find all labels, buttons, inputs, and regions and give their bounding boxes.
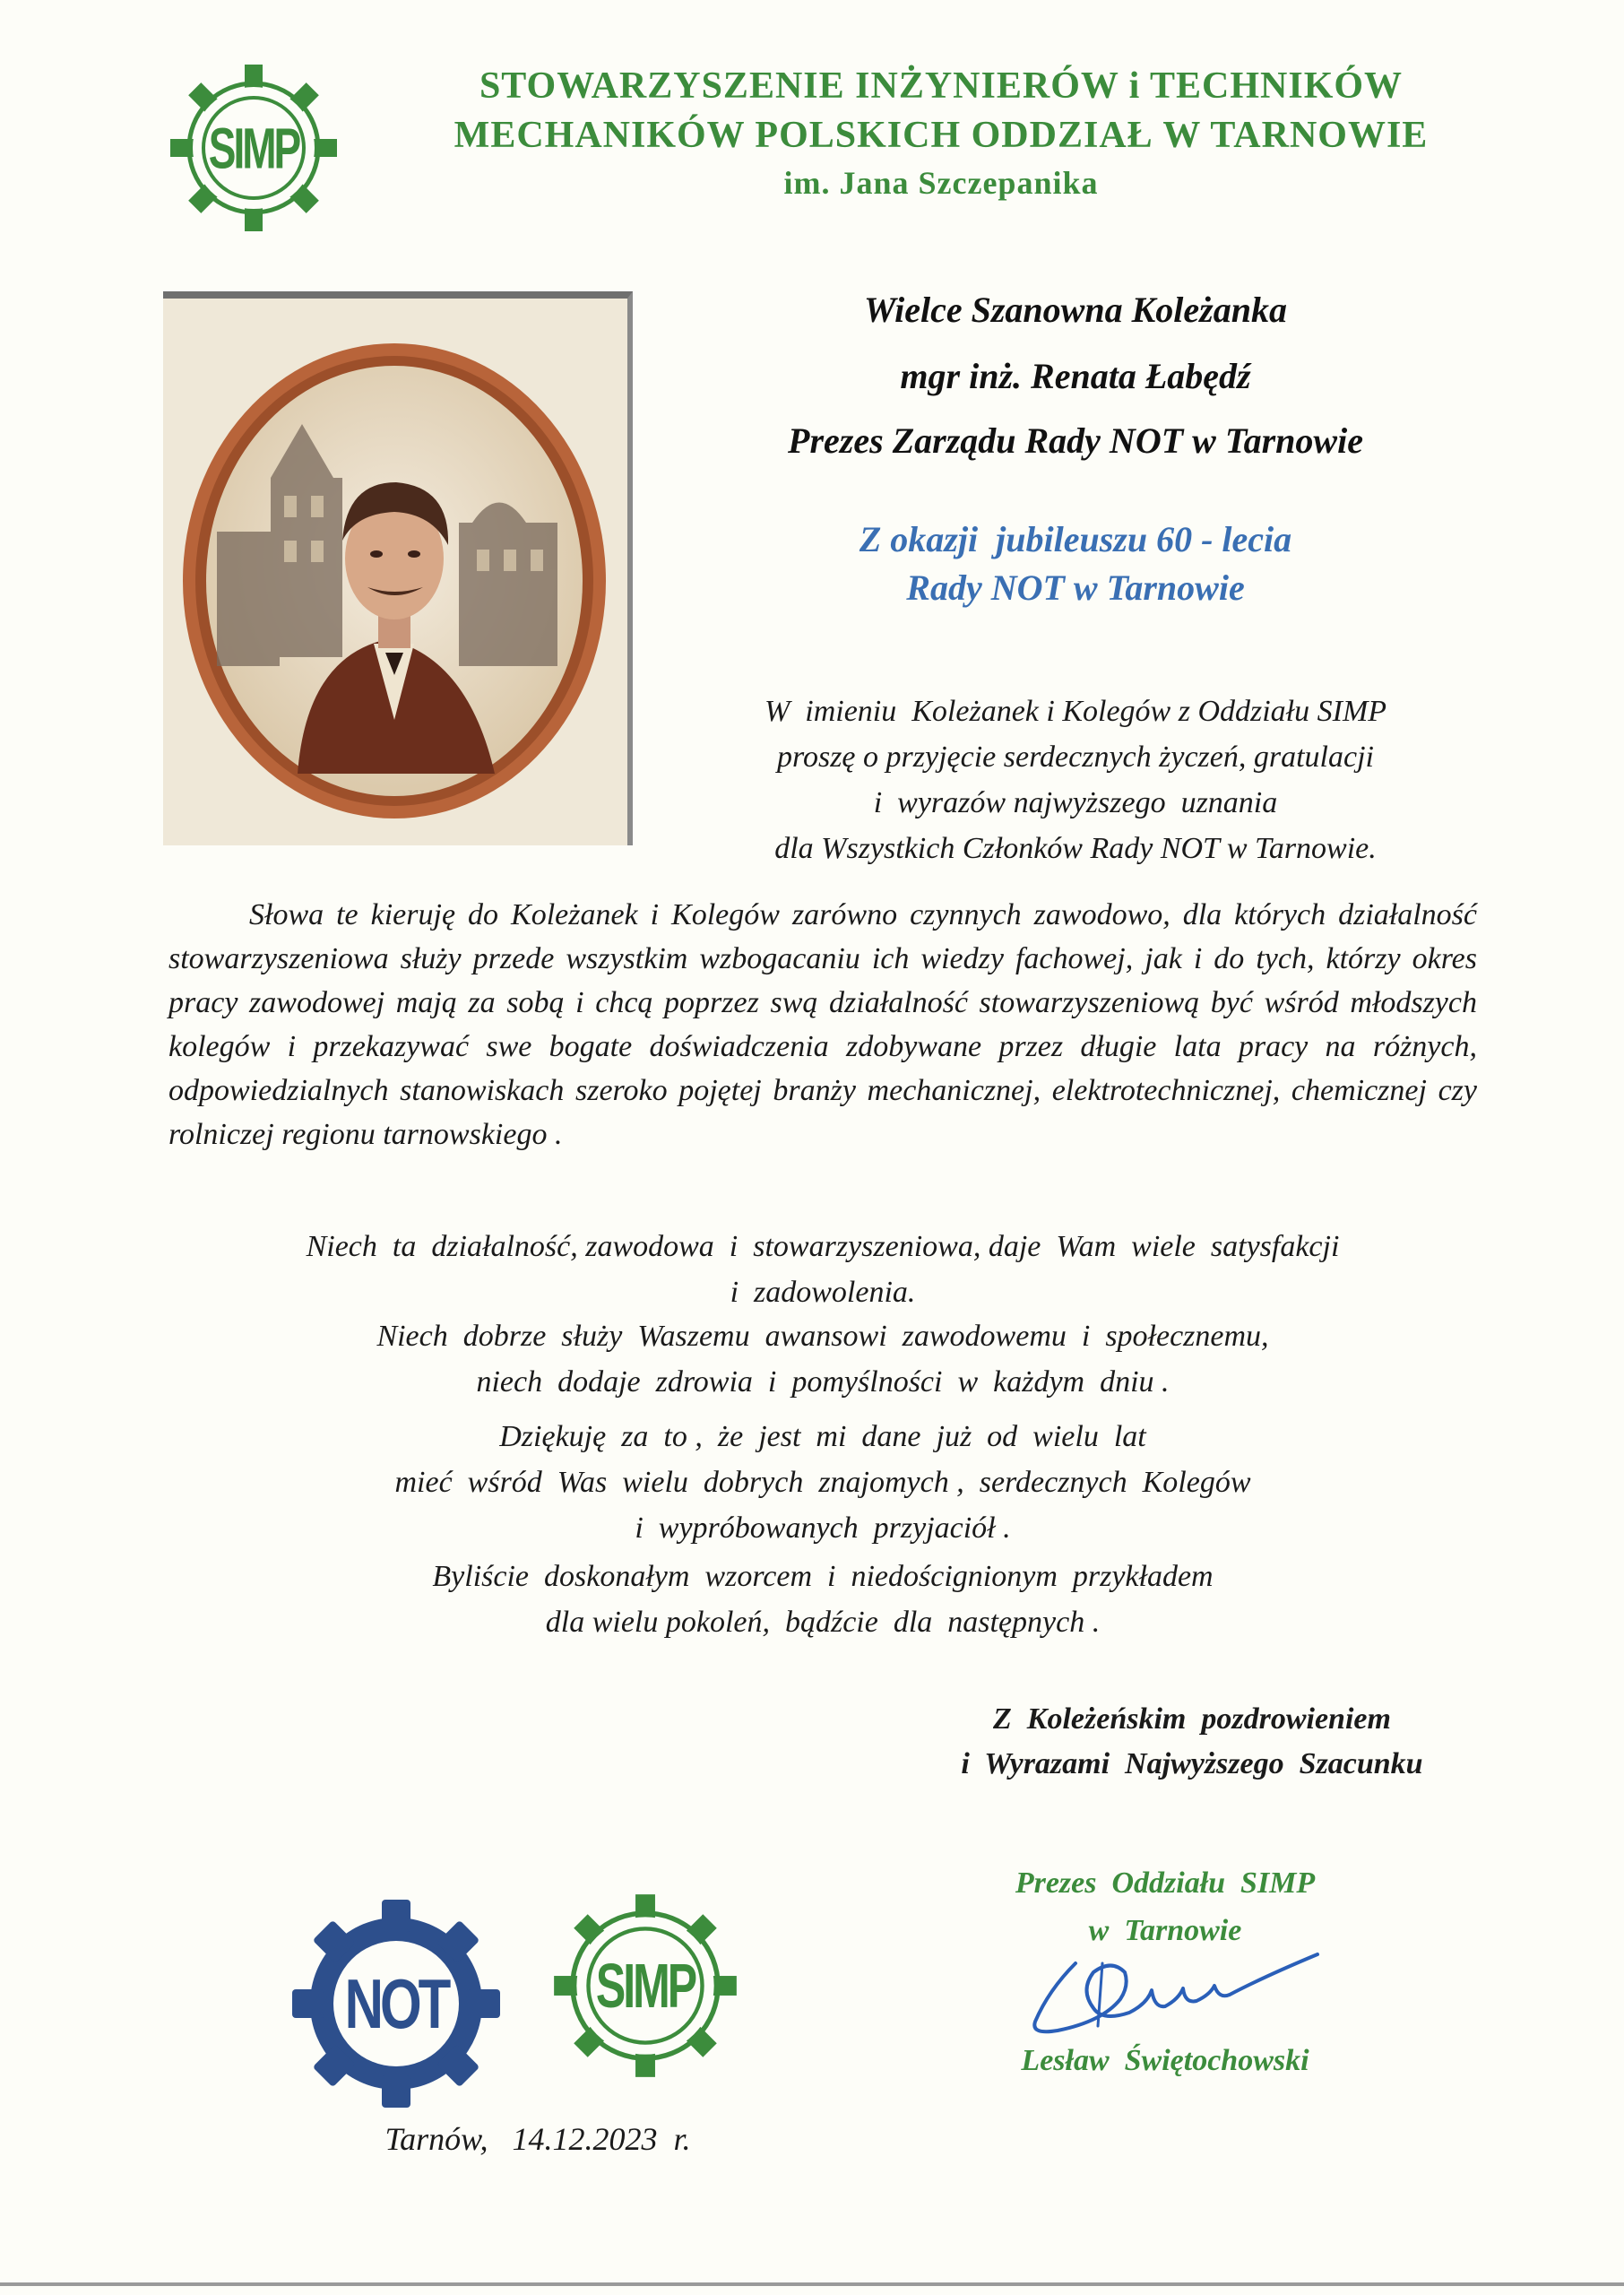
addressee-salutation: Wielce Szanowna Koleżanka <box>864 290 1287 330</box>
portrait-image <box>163 299 627 845</box>
not-logo-text: NOT <box>344 1964 448 2044</box>
wish-line: Niech ta działalność, zawodowa i stowarzyszeniowa, daje Wam wiele satysfakcji <box>306 1230 1340 1263</box>
thanks-line: Dziękuję za to , że jest mi dane już od wielu lat <box>499 1420 1146 1453</box>
closing-line: Z Koleżeńskim pozdrowieniem <box>993 1702 1391 1736</box>
thanks-line: i wypróbowanych przyjaciół . <box>635 1511 1011 1545</box>
intro-paragraph <box>627 688 1524 871</box>
signer-title-2: w Tarnowie <box>1088 1914 1242 1947</box>
main-paragraph: Słowa te kieruję do Koleżanek i Kolegów zarówno czynnych zawodowo, dla których działalność stowarzyszeniowa służy przede wszystkim wzbogacaniu ich wiedzy fachowej, jak i do tych, którzy okres pracy zawodowej mają za sobą i chcą poprzez swą działalność stowarzyszeniową być wśród młodszych kolegów i przekazywać swe bogate doświadczenia zdobywane przez długie lata pracy na różnych, odpowiedzialnych stanowiskach szeroko pojętej branży mechanicznej, elektrotechnicznej, chemicznej czy rolniczej regionu tarnowskiego . <box>168 898 1477 1151</box>
header-org-line1: STOWARZYSZENIE INŻYNIERÓW i TECHNIKÓW <box>479 65 1404 107</box>
wish-line: niech dodaje zdrowia i pomyślności w każdym dniu . <box>476 1365 1170 1399</box>
signature-icon <box>995 1936 1335 2053</box>
signer-title-1: Prezes Oddziału SIMP <box>1015 1866 1316 1900</box>
addressee-position: Prezes Zarządu Rady NOT w Tarnowie <box>788 420 1363 461</box>
page-bottom-edge <box>0 2282 1624 2286</box>
model-paragraph <box>168 1554 1477 1645</box>
thanks-line: mieć wśród Was wielu dobrych znajomych , serdecznych Kolegów <box>394 1466 1251 1499</box>
simp-logo-bottom <box>542 1883 748 2089</box>
wish-paragraph-2 <box>168 1313 1477 1405</box>
handwritten-signature <box>995 1936 1335 2053</box>
signer-name: Lesław Świętochowski <box>1021 2044 1309 2077</box>
simp-logo-top <box>160 54 348 242</box>
wish-paragraph-1 <box>168 1224 1477 1315</box>
intro-line: i wyrazów najwyższego uznania <box>873 786 1278 819</box>
intro-line: proszę o przyjęcie serdecznych życzeń, gratulacji <box>777 740 1374 774</box>
thanks-paragraph <box>168 1414 1477 1551</box>
closing-block <box>789 1697 1595 1787</box>
place-date: Tarnów, 14.12.2023 r. <box>384 2121 691 2157</box>
wish-line: Niech dobrze służy Waszemu awansowi zawodowemu i społecznemu, <box>376 1320 1269 1353</box>
addressee-name: mgr inż. Renata Łabędź <box>900 356 1251 396</box>
logo-text: SIMP <box>208 115 299 181</box>
occasion-line1: Z okazji jubileuszu 60 - lecia <box>859 519 1292 559</box>
model-line: dla wielu pokoleń, bądźcie dla następnych . <box>545 1606 1101 1639</box>
not-logo <box>289 1896 504 2111</box>
portrait-frame <box>163 291 633 845</box>
intro-line: dla Wszystkich Członków Rady NOT w Tarnowie. <box>774 832 1377 865</box>
wish-line: i zadowolenia. <box>730 1276 916 1309</box>
simp-logo-text: SIMP <box>595 1950 695 2022</box>
header-patron: im. Jana Szczepanika <box>783 165 1099 201</box>
closing-line: i Wyrazami Najwyższego Szacunku <box>961 1747 1423 1780</box>
occasion-line2: Rady NOT w Tarnowie <box>906 567 1245 608</box>
intro-line: W imieniu Koleżanek i Kolegów z Oddziału SIMP <box>764 695 1387 728</box>
model-line: Byliście doskonałym wzorcem i niedoścignionym przykładem <box>432 1560 1214 1593</box>
header-org-line2: MECHANIKÓW POLSKICH ODDZIAŁ W TARNOWIE <box>454 115 1429 156</box>
